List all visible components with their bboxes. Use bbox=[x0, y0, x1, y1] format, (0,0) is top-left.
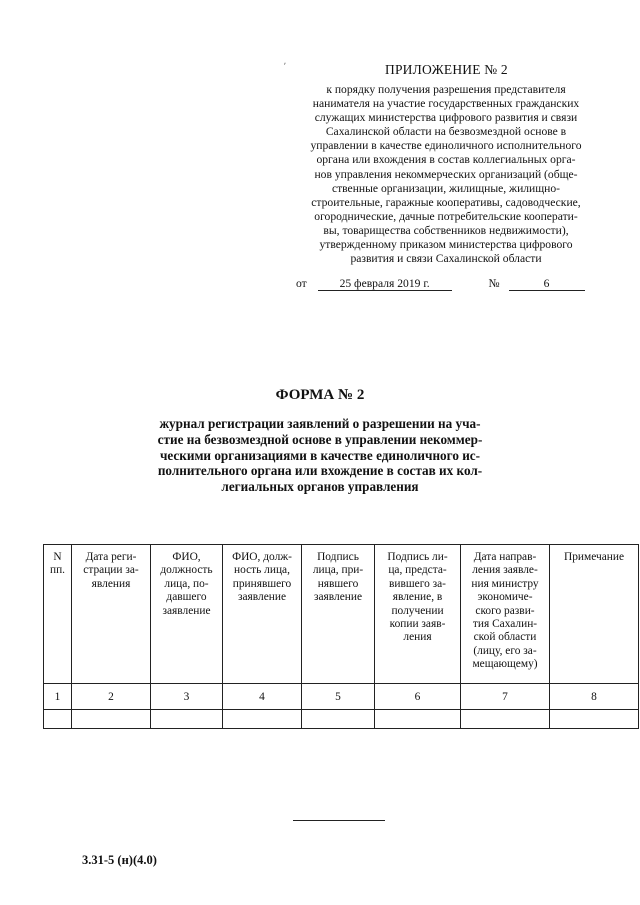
table-cell bbox=[461, 710, 550, 729]
column-number-cell: 4 bbox=[223, 684, 302, 710]
table-row bbox=[44, 710, 639, 729]
appendix-line: строительные, гаражные кооперативы, садоводческие, bbox=[311, 195, 581, 209]
header-cell-notes: Примечание bbox=[550, 545, 639, 684]
table-cell bbox=[151, 710, 223, 729]
table-cell bbox=[44, 710, 72, 729]
scan-mark: ʹ bbox=[284, 61, 286, 71]
header-cell-number: N пп. bbox=[44, 545, 72, 684]
from-label: от bbox=[296, 277, 307, 290]
appendix-line: огороднические, дачные потребительские кооперати- bbox=[314, 209, 578, 223]
column-number-cell: 6 bbox=[375, 684, 461, 710]
header-cell-receiver: ФИО, долж- ность лица, принявшего заявление bbox=[223, 545, 302, 684]
separator-line bbox=[293, 820, 385, 821]
appendix-line: Сахалинской области на безвозмездной основе в bbox=[325, 125, 567, 139]
journal-table bbox=[43, 544, 639, 729]
order-date: 25 февраля 2019 г. bbox=[318, 277, 452, 291]
column-number-cell: 8 bbox=[550, 684, 639, 710]
form-subtitle-line: полнительного органа или вхождение в состав их кол- bbox=[157, 463, 483, 479]
appendix-line: нов управления некоммерческих организаций (обще- bbox=[314, 167, 578, 181]
appendix-line: служащих министерства цифрового развития и связи bbox=[314, 111, 578, 125]
column-number-cell: 3 bbox=[151, 684, 223, 710]
table-column-numbers-row bbox=[44, 684, 639, 710]
form-subtitle-line: журнал регистрации заявлений о разрешении на уча- bbox=[159, 416, 481, 431]
appendix-line: к порядку получения разрешения представителя bbox=[326, 83, 566, 96]
appendix-line: нанимателя на участие государственных гражданских bbox=[312, 97, 580, 111]
table-cell bbox=[302, 710, 375, 729]
form-subtitle-line: ческими организациями в качестве единоличного ис- bbox=[159, 447, 481, 463]
appendix-text bbox=[276, 83, 616, 266]
column-number-cell: 1 bbox=[44, 684, 72, 710]
appendix-line: утвержденному приказом министерства цифрового bbox=[319, 238, 573, 252]
column-number-cell: 5 bbox=[302, 684, 375, 710]
appendix-title: ПРИЛОЖЕНИЕ № 2 bbox=[385, 62, 508, 77]
form-title: ФОРМА № 2 bbox=[275, 387, 365, 403]
table-cell bbox=[550, 710, 639, 729]
appendix-line: органа или вхождения в состав коллегиальных орга- bbox=[316, 153, 576, 167]
form-subtitle-line: стие на безвозмездной основе в управлении некоммер- bbox=[157, 431, 483, 447]
header-cell-sent-date: Дата направ- ления заявле- ния министру экономиче- ского разви- тия Сахалин- ской области (лицу, его за- мещающему) bbox=[461, 545, 550, 684]
number-label: № bbox=[488, 277, 500, 290]
column-number-cell: 7 bbox=[461, 684, 550, 710]
order-date-line bbox=[296, 277, 585, 291]
table-cell bbox=[223, 710, 302, 729]
column-number-cell: 2 bbox=[72, 684, 151, 710]
form-subtitle bbox=[0, 416, 640, 495]
appendix-line: вы, товарищества собственников недвижимости), bbox=[323, 223, 569, 237]
table-cell bbox=[375, 710, 461, 729]
form-subtitle-line: легиальных органов управления bbox=[221, 479, 419, 495]
table-cell bbox=[72, 710, 151, 729]
order-number: 6 bbox=[509, 277, 585, 291]
header-cell-applicant-signature: Подпись ли- ца, предста- вившего за- явление, в получении копии заяв- ления bbox=[375, 545, 461, 684]
header-cell-receiver-signature: Подпись лица, при- нявшего заявление bbox=[302, 545, 375, 684]
appendix-line: ственные организации, жилищные, жилищно- bbox=[331, 181, 561, 195]
header-cell-registration-date: Дата реги- страции за- явления bbox=[72, 545, 151, 684]
header-cell-applicant: ФИО, должность лица, по- давшего заявление bbox=[151, 545, 223, 684]
table-header-row bbox=[44, 545, 639, 684]
document-code: 3.31-5 (н)(4.0) bbox=[82, 853, 157, 867]
appendix-line: развития и связи Сахалинской области bbox=[350, 252, 542, 266]
appendix-line: управлении в качестве единоличного исполнительного bbox=[310, 139, 582, 153]
